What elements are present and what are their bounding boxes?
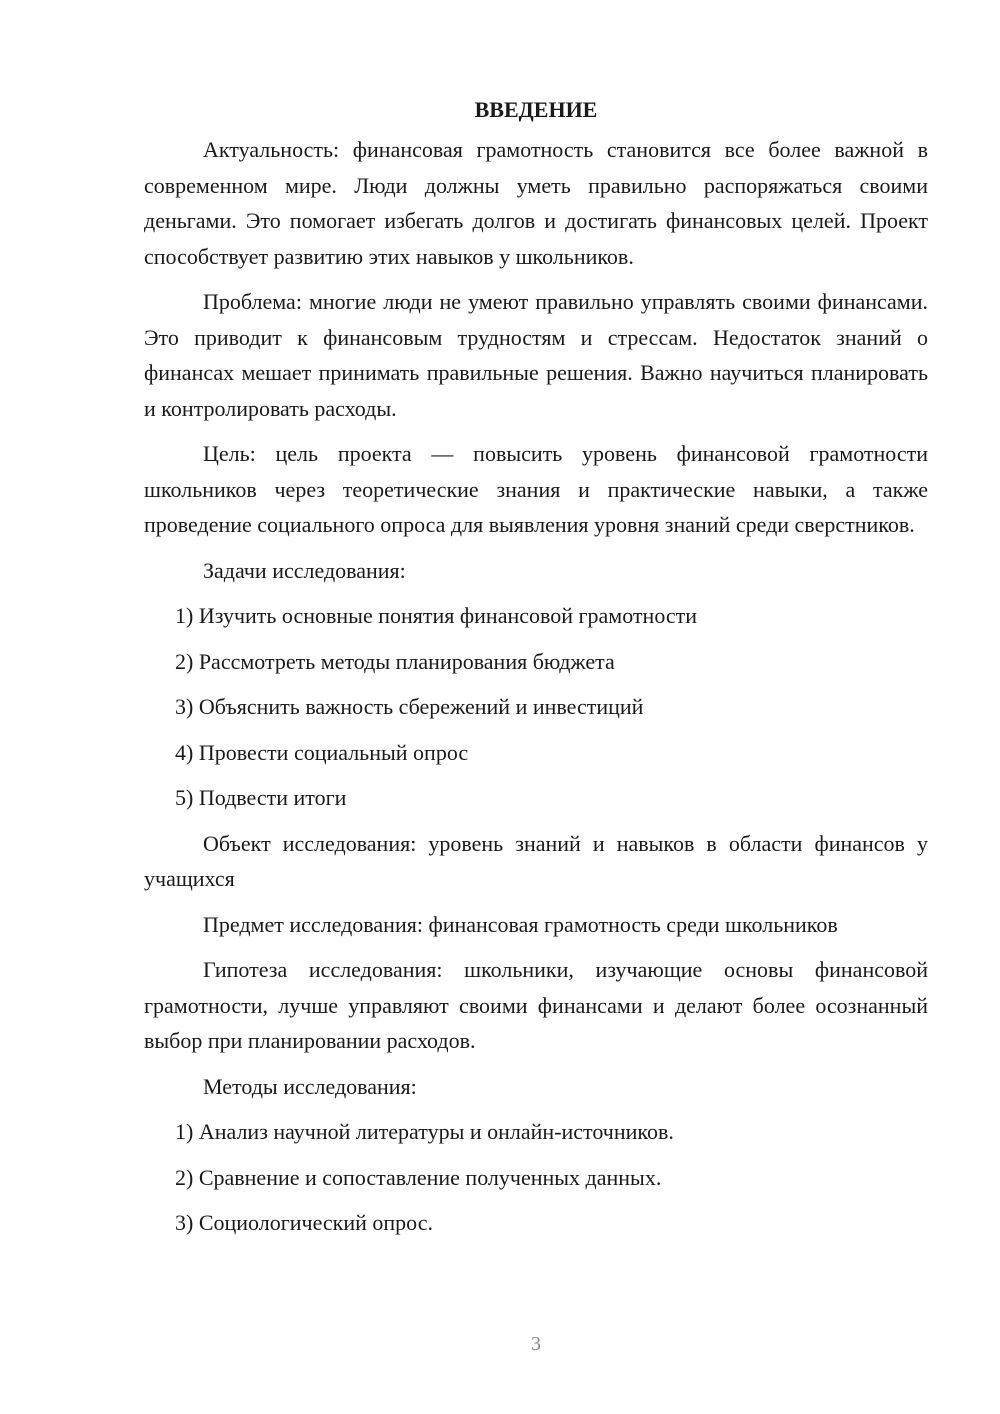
method-item: 2) Сравнение и сопоставление полученных данных. bbox=[175, 1164, 662, 1190]
task-item: 4) Провести социальный опрос bbox=[175, 739, 469, 765]
task-item: 2) Рассмотреть методы планирования бюджета bbox=[175, 648, 615, 674]
goal-paragraph: Цель: цель проекта — повысить уровень финансовой грамотности школьников через теоретические знания и практические навыки, а также проведение социального опроса для выявления уровня знаний среди сверстников. bbox=[144, 441, 928, 537]
method-item: 1) Анализ научной литературы и онлайн-источников. bbox=[175, 1119, 674, 1144]
task-item: 5) Подвести итоги bbox=[175, 785, 347, 810]
task-item: 1) Изучить основные понятия финансовой грамотности bbox=[175, 603, 698, 628]
document-page bbox=[144, 92, 928, 1251]
section-title: ВВЕДЕНИЕ bbox=[474, 97, 598, 122]
object-paragraph: Объект исследования: уровень знаний и навыков в области финансов у учащихся bbox=[144, 830, 928, 891]
relevance-paragraph: Актуальность: финансовая грамотность становится все более важной в современном мире. Люди должны уметь правильно распоряжаться своими деньгами. Это помогает избегать долгов и достигать финансовых целей. Проект способствует развитию этих навыков у школьников. bbox=[144, 137, 928, 269]
subject-paragraph: Предмет исследования: финансовая грамотность среди школьников bbox=[203, 911, 838, 937]
task-item: 3) Объяснить важность сбережений и инвестиций bbox=[175, 694, 644, 719]
page-number: 3 bbox=[531, 1333, 541, 1355]
methods-heading: Методы исследования: bbox=[203, 1073, 417, 1099]
problem-paragraph: Проблема: многие люди не умеют правильно управлять своими финансами. Это приводит к финансовым трудностям и стрессам. Недостаток знаний о финансах мешает принимать правильные решения. Важно научиться планировать и контролировать расходы. bbox=[144, 289, 928, 421]
hypothesis-paragraph: Гипотеза исследования: школьники, изучающие основы финансовой грамотности, лучше управляют своими финансами и делают более осознанный выбор при планировании расходов. bbox=[144, 957, 928, 1053]
method-item: 3) Социологический опрос. bbox=[175, 1210, 433, 1235]
tasks-heading: Задачи исследования: bbox=[203, 557, 406, 583]
